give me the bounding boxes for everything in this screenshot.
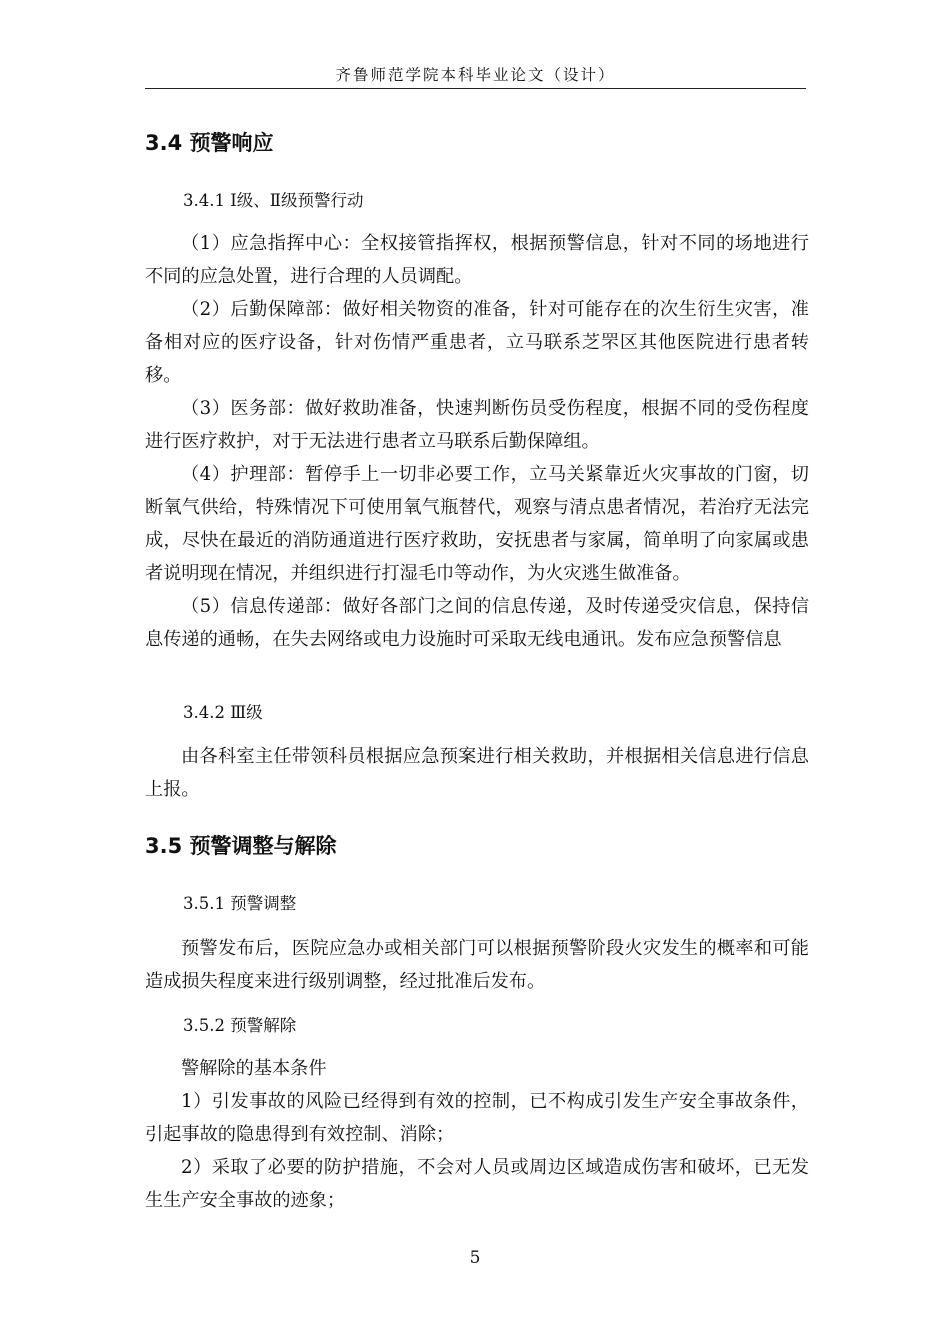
paragraph-block-3-4-1: [145, 227, 809, 656]
section-heading-3-5: 3.5 预警调整与解除: [145, 834, 337, 858]
paragraph: 1）引发事故的风险已经得到有效的控制，已不构成引发生产安全事故条件，引起事故的隐患得到有效控制、消除；: [145, 1091, 809, 1145]
subsection-heading-3-5-2: 3.5.2 预警解除: [183, 1016, 297, 1035]
paragraph: （5）信息传递部：做好各部门之间的信息传递，及时传递受灾信息，保持信息传递的通畅，在失去网络或电力设施时可采取无线电通讯。发布应急预警信息: [145, 596, 809, 650]
paragraph: 由各科室主任带领科员根据应急预案进行相关救助，并根据相关信息进行信息上报。: [145, 746, 809, 800]
subsection-heading-3-5-1: 3.5.1 预警调整: [183, 894, 297, 913]
paragraph-block-3-5-1: [145, 932, 809, 998]
section-heading-3-4: 3.4 预警响应: [145, 131, 274, 155]
paragraph: （2）后勤保障部：做好相关物资的准备，针对可能存在的次生衍生灾害，准备相对应的医疗设备，针对伤情严重患者，立马联系芝罘区其他医院进行患者转移。: [145, 299, 809, 386]
paragraph-block-3-4-2: [145, 740, 809, 806]
paragraph: （4）护理部：暂停手上一切非必要工作，立马关紧靠近火灾事故的门窗，切断氧气供给，特殊情况下可使用氧气瓶替代，观察与清点患者情况，若治疗无法完成，尽快在最近的消防通道进行医疗救助，安抚患者与家属，简单明了向家属或患者说明现在情况，并组织进行打湿毛巾等动作，为火灾逃生做准备。: [145, 464, 809, 584]
subsection-heading-3-4-2: 3.4.2 Ⅲ级: [183, 703, 263, 722]
page-header: 齐鲁师范学院本科毕业论文（设计）: [145, 64, 806, 89]
paragraph: 2）采取了必要的防护措施，不会对人员或周边区域造成伤害和破坏，已无发生生产安全事故的迹象；: [145, 1157, 809, 1211]
page-number: 5: [469, 1248, 481, 1268]
paragraph: 警解除的基本条件: [181, 1058, 327, 1079]
paragraph: （1）应急指挥中心：全权接管指挥权，根据预警信息，针对不同的场地进行不同的应急处置，进行合理的人员调配。: [145, 233, 809, 287]
paragraph: 预警发布后，医院应急办或相关部门可以根据预警阶段火灾发生的概率和可能造成损失程度来进行级别调整，经过批准后发布。: [145, 938, 809, 992]
paragraph-block-3-5-2: [145, 1052, 809, 1217]
paragraph: （3）医务部：做好救助准备，快速判断伤员受伤程度，根据不同的受伤程度进行医疗救护，对于无法进行患者立马联系后勤保障组。: [145, 398, 809, 452]
subsection-heading-3-4-1: 3.4.1 Ⅰ级、Ⅱ级预警行动: [183, 191, 364, 210]
